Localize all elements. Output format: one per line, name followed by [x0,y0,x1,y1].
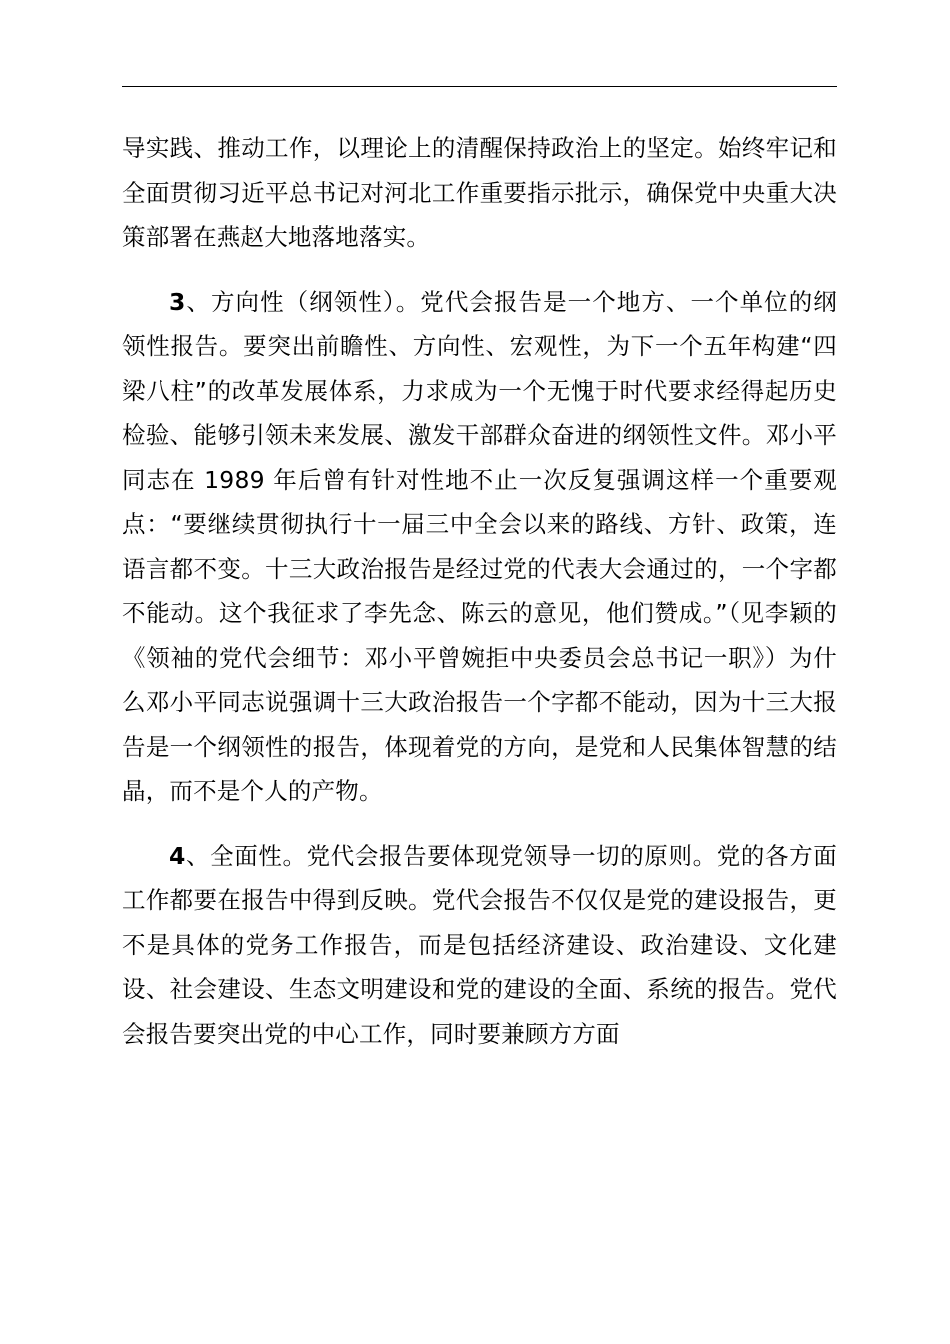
header-rule [122,86,837,87]
paragraph-text: 、方向性（纲领性）。党代会报告是一个地方、一个单位的纲领性报告。要突出前瞻性、方向性、宏观性，为下一个五年构建“四梁八柱”的改革发展体系，力求成为一个无愧于时代要求经得起历史检验、能够引领未来发展、激发干部群众奋进的纲领性文件。邓小平同志在 1989 年后曾有针对性地不止一次反复强调这样一个重要观点：“要继续贯彻执行十一届三中全会以来的路线、方针、政策，连语言都不变。十三大政治报告是经过党的代表大会通过的，一个字都不能动。这个我征求了李先念、陈云的意见，他们赞成。”（见李颖的《领袖的党代会细节：邓小平曾婉拒中央委员会总书记一职》）为什么邓小平同志说强调十三大政治报告一个字都不能动，因为十三大报告是一个纲领性的报告，体现着党的方向，是党和人民集体智慧的结晶，而不是个人的产物。 [122,287,837,805]
document-body [122,126,837,1056]
section-number: 4 [169,841,186,870]
paragraph-text: 、全面性。党代会报告要体现党领导一切的原则。党的各方面工作都要在报告中得到反映。党代会报告不仅仅是党的建设报告，更不是具体的党务工作报告，而是包括经济建设、政治建设、文化建设、社会建设、生态文明建设和党的建设的全面、系统的报告。党代会报告要突出党的中心工作，同时要兼顾方方面 [122,841,837,1048]
paragraph-section-3 [122,280,837,814]
paragraph-continuation: 导实践、推动工作，以理论上的清醒保持政治上的坚定。始终牢记和全面贯彻习近平总书记对河北工作重要指示批示，确保党中央重大决策部署在燕赵大地落地落实。 [122,134,837,251]
section-number: 3 [169,287,186,316]
paragraph-section-4 [122,834,837,1057]
